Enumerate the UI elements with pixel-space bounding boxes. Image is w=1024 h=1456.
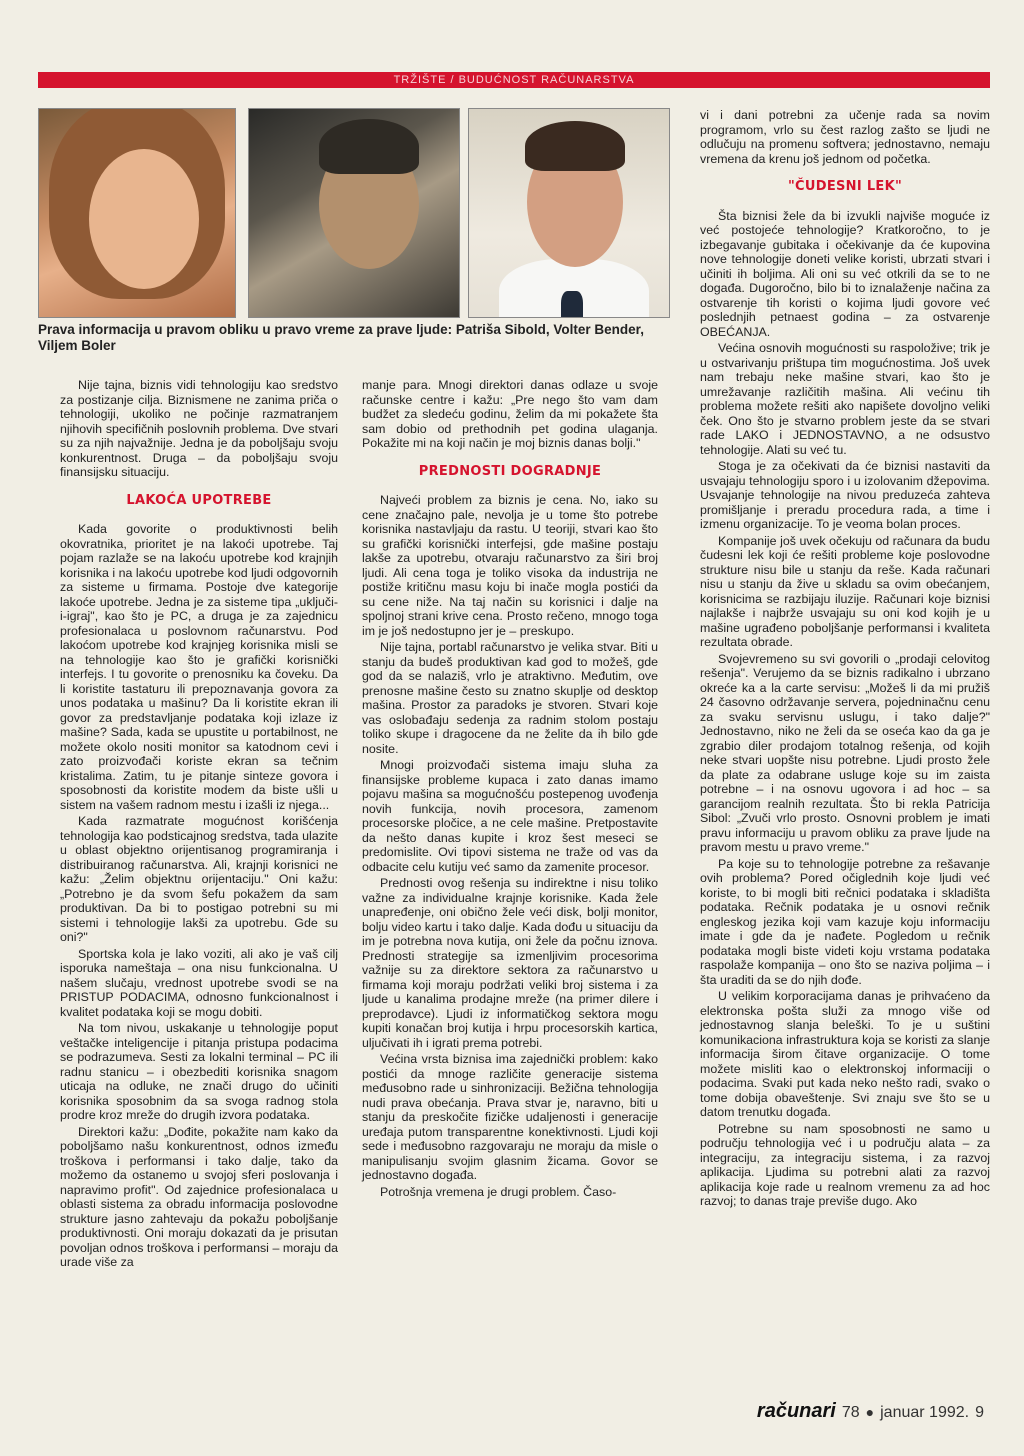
paragraph: manje para. Mnogi direktori danas odlaze u svoje računske centre i kažu: „Pre nego što vam dam budžet za sledeću godinu, želim da mi pokažete šta sam dobio od prethodnih pet godina ulaganja. Pokažite mi na koji način je moj biznis danas bolji." bbox=[362, 378, 658, 450]
bullet-icon: ● bbox=[865, 1404, 875, 1420]
paragraph: Potrošnja vremena je drugi problem. Časo- bbox=[380, 1184, 617, 1199]
magazine-logo: računari bbox=[756, 1400, 836, 1422]
paragraph: Pa koje su to tehnologije potrebne za rešavanje ovih problema? Pored očiglednih koje ljudi već koriste, to bi mogli biti rečnici podataka i skladišta podataka. Rečnik podataka je u osnovi rečnik engleskog jezika koji vam kazuje koju informaciju imate i gde da je nađete. Pogledom u rečnik podataka mogli biste videti koju vrstama podataka raspolaže kompanija – ono što se naziva poljima – i šta uraditi da se do njih dođe. bbox=[700, 856, 990, 987]
paragraph: Na tom nivou, uskakanje u tehnologije poput veštačke inteligencije i pitanja pristupa podacima se podrazumeva. Sesti za lokalni terminal – PC ili radnu stanicu – i obezbediti korisnika snagom uticaja na odluke, ne znači drugo do učiniti korisnika sposobnim da sa svoga radnog stola prodre kroz mreže do drugih izvora podataka. bbox=[60, 1021, 338, 1122]
paragraph: Potrebne su nam sposobnosti ne samo u području tehnologija već i u području alata – za integraciju, za integraciju sistema, i za razvoj aplikacija. Ljudima su potrebni alati za razvoj aplikacija koje rade u realnom vremenu za ad hoc razvoj; to danas traje previše dugo. Ako bbox=[700, 1121, 990, 1208]
paragraph: vi i dani potrebni za učenje rada sa novim programom, vrlo su čest razlog zašto se ljudi ne odlučuju na promenu softvera; jednostavno, nemaju vremena da krenu još jednom od početka. bbox=[700, 108, 990, 166]
photo-volter-bender bbox=[248, 108, 460, 318]
paragraph: Kompanije još uvek očekuju od računara da budu čudesni lek koji će rešiti probleme koje poslovodne strukture nisu bile u stanju da reše. Kada računari nisu u stanju da žive u skladu sa ovim obećanjem, korisnicima se razbijaju iluzije. Računari koje biznisi najlakše i najbrže usvajaju su oni kod kojih je u mašine ugrađeno poboljšanje performansi i kvaliteta rezultata obrade. bbox=[700, 533, 990, 649]
subheading: "ČUDESNI LEK" bbox=[787, 179, 903, 194]
section-header bbox=[38, 72, 990, 88]
issue-date: januar 1992. bbox=[880, 1404, 970, 1421]
paragraph: Većina osnovih mogućnosti su raspoložive; trik je u ostvarivanju prištupa tim mogućnostima. Još uvek nam trebaju neke mašine stvari, kao što je umrežavanje različitih mašina. Ali većinu tih problema možete rešiti ako napišete dovoljno veliki ček. Ono što je stvarno problem jeste da se stvari rade LAKO i JEDNOSTAVNO, a ne odsustvo tehnologije. Alati su već tu. bbox=[700, 341, 990, 457]
photo-viljem-boler bbox=[468, 108, 670, 318]
page-footer bbox=[757, 1400, 984, 1423]
paragraph: Sportska kola je lako voziti, ali ako je vaš cilj isporuka nameštaja – ona nisu funkcionalna. U našem slučaju, vrednost upotrebe svodi se na PRISTUP PODACIMA, odnosno funkcionalnost i kvalitet podataka koji se mogu dobiti. bbox=[60, 946, 338, 1019]
paragraph: Većina vrsta biznisa ima zajednički problem: kako postići da mnoge različite generacije sistema međusobno rade u sinhronizaciji. Bežična tehnologija nudi prava obećanja. Prava stvar je, naravno, biti u stanju da preskočite fizičke udaljenosti i generacije uređaja putom transparentne konektivnosti. Ljudi koji sede i međusobno razgovaraju ne moraju da misle o manipulisanju svojim glasnim žicama. Govor se jednostavno događa. bbox=[362, 1052, 658, 1182]
subheading: LAKOĆA UPOTREBE bbox=[126, 492, 272, 508]
subheading: PREDNOSTI DOGRADNJE bbox=[418, 463, 602, 479]
section-title: TRŽIŠTE / BUDUĆNOST RAČUNARSTVA bbox=[393, 74, 635, 86]
paragraph: Nije tajna, biznis vidi tehnologiju kao sredstvo za postizanje cilja. Biznismene ne zanima priča o tehnologiji, ukoliko ne počinje razmatranjem njihovih specifičnih poslovnih problema. Dve stvari su za njih najvažnije. Jedna je da poboljšaju svoju konkurentnost. Druga – da poboljšaju svoju finansijsku situaciju. bbox=[60, 378, 338, 479]
page-number: 9 bbox=[975, 1404, 984, 1421]
paragraph: Nije tajna, portabl računarstvo je velika stvar. Biti u stanju da budeš produktivan kad god to možeš, gde god da se nalaziš, vrlo je atraktivno. Međutim, ove prenosne mašine često su znatno skuplje od desktop mašina. Prostor za paradoks je stvoren. Stvari koje vas oslobađaju sedenja za radnim stolom postaju toliko skupe i dragocene da ne želite da ih bilo gde nosite. bbox=[362, 640, 658, 756]
paragraph: Kada govorite o produktivnosti belih okovratnika, prioritet je na lakoći upotrebe. Taj pojam razlaže se na lakoću upotrebe kod krajnjih korisnika i na lakoću upotrebe kod ljudi odgovornih za sisteme u firmama. Postoje dve kategorije lakoće upotrebe. Jedna je za sisteme tipa „uključi-i-igraj", kao što je PC, a druga je za zajednicu profesionalaca u poslovnom računarstvu. Pod lakoćom upotrebe kod krajnjeg korisnika misli se na tehnologije kao što je grafički korisnički interfejs. I tu govorite o prenosniku ka čoveku. Da li koristite tastaturu ili prepoznavanja govora za unos podataka u mašinu? Da li koristite ekran ili govor za predstavljanje podataka koji izlaze iz mašine? Sada, kada se upustite u portabilnost, ne možete okolo nositi monitor sa katodnom cevi i zato proizvođači koriste ekran sa tečnim kristalima. Zatim, tu je pitanje sinteze govora i sposobnosti da koristite modem da biste ušli u sistem na vašem radnom mestu i izašli iz njega... bbox=[60, 522, 338, 812]
photo-patrisa-sibold bbox=[38, 108, 236, 318]
article-column-3 bbox=[700, 108, 990, 1211]
issue-number: 78 bbox=[841, 1404, 860, 1421]
paragraph: Direktori kažu: „Dođite, pokažite nam kako da poboljšamo našu konkurentnost, odnos između troškova i performansi i tako dalje, tako da možemo da ostanemo u svojoj sferi poslovanja i napravimo profit". Od zajednice profesionalaca u oblasti sistema za obradu informacija poslovodne strukture jasno zahtevaju da pokažu poboljšanje produktivnosti. Oni moraju dokazati da je prisutan povoljan odnos troškova i performansi – moraju da urade više za bbox=[60, 1124, 338, 1269]
paragraph: Šta biznisi žele da bi izvukli najviše moguće iz već postojeće tehnologije? Kratkoročno, to je izbegavanje gubitaka i očekivanje da će kupovina nove tehnologije doneti velike koristi, ubrzati stvari i učiniti ih boljima. Ali oni su već otkrili da se to ne događa. Dugoročno, bilo bi to iznalaženje načina za ostvarenje tih koristi o kojima ljudi govore već poslednjih petnaest godina – za ostvarenje OBEĆANJA. bbox=[700, 208, 990, 339]
paragraph: Kada razmatrate mogućnost korišćenja tehnologija kao podsticajnog sredstva, tada ulazite u oblast objektno orijentisanog programiranja i distribuiranog računarstva. Ali, krajnji korisnici ne kažu: „Želim objektnu orijentaciju." Oni kažu: „Potrebno je da svom šefu pokažem da sam produktivan. Da bi to postigao potrebni su mi sistemi i tehnologije lakši za upotrebu. Gde su oni?" bbox=[60, 814, 338, 944]
article-column-2 bbox=[362, 378, 658, 1201]
paragraph: Mnogi proizvođači sistema imaju sluha za finansijske probleme kupaca i zato danas imamo pojavu mašina sa mogućnošću postepenog uvođenja novih funkcija, novih procesora, zamenom procesorske pločice, a ne cele mašine. Pretpostavite da nešto danas kupite i kroz šest meseci se predomislite. Ovi tipovi sistema ne traže od vas da odbacite celu kutiju već samo da zamenite procesor. bbox=[362, 758, 658, 874]
photo-caption: Prava informacija u pravom obliku u pravo vreme za prave ljude: Patriša Sibold, Volter Bender, Viljem Boler bbox=[38, 322, 644, 353]
paragraph: Prednosti ovog rešenja su indirektne i nisu toliko važne za individualne krajnje korisnike. Kada žele unapređenje, oni obično žele veći disk, bolji monitor, bolju video kartu i tako dalje. Kada dođu u situaciju da im je potrebna nova kutija, oni žele da počnu iznova. Prednosti strategije sa izmenljivim procesorima važnije su za direktore sektora za računarstvo u firmama koji moraju podržati veliki broj sistema i za ljude u kanalima prodajne mreže (na primer dilere i preprodavce). Ljudi iz informatičkog sektora mogu kupiti konačan broj kutija i hrpu procesorskih kartica, uljučivati ih i igrati prema potrebi. bbox=[362, 876, 658, 1050]
article-column-1 bbox=[60, 378, 338, 1272]
paragraph: Stoga je za očekivati da će biznisi nastaviti da usvajaju tehnologiju sporo i u izolovanim džepovima. Usvajanje tehnologije na nivou preduzeća zahteva promišljanje i preradu procedura rada, a time i izmenu organizacije. To je veoma bolan proces. bbox=[700, 459, 990, 531]
paragraph: Svojevremeno su svi govorili o „prodaji celovitog rešenja". Verujemo da se biznis radikalno i ubrzano okreće ka a la carte servisu: „Možeš li da mi pružiš 24 časovno održavanje servera, pojedninačnu cenu za svaku servisnu uslugu, i tako dalje?" Jednostavno, niko ne želi da se oseća kao da ga je zgrabio diler prodajom totalnog rešenja, od kojih neke stvari uopšte nisu potrebne. Ljudi prosto žele da plate za odabrane usluge koje su im zaista potrebne – i na osnovu ugovora i ad hoc – sa garancijom realnih rezultata. Što bi rekla Patricija Sibol: „Zvuči vrlo prosto. Osnovni problem je imati pravu informaciju u pravom obliku za prave ljude na pravom mestu u pravo vreme." bbox=[700, 651, 990, 854]
paragraph: Najveći problem za biznis je cena. No, iako su cene značajno pale, nevolja je u tome što potrebe korisnika nastavljaju da rastu. U teoriji, stvari kao što su grafički korisnički interfejsi, gde mašine postaju lakše za upotrebu, otvaraju računarstvo za širi broj ljudi. Ali cena toga je toliko visoka da industrija ne postiže kritičnu masu koju bi inače mogla postići da su cene niže. Na taj način su korisnici i dalje na spoljnoj strani krive cena. Prosto rečeno, mnogo toga im je još nedostupno jer je – preskupo. bbox=[362, 493, 658, 638]
paragraph: U velikim korporacijama danas je prihvaćeno da elektronska pošta služi za mnogo više od jednostavnog slanja beleški. To je u suštini komunikaciona infrastruktura koja se koristi za slanje informacija širom čitave organizacije. O tome možete misliti kao o elektronskoj informaciji o podacima. Svaki put kada neko nešto radi, svako o tome dobija obaveštenje. Svi znaju sve što se u datom trenutku događa. bbox=[700, 989, 990, 1119]
